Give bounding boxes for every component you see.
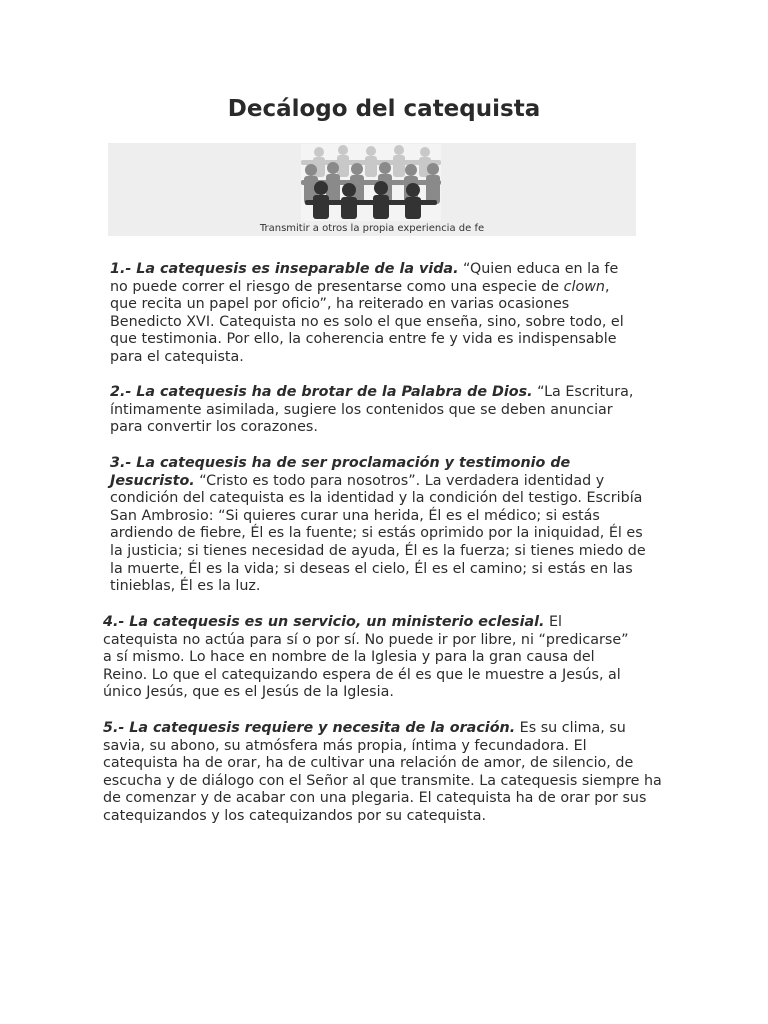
people-silhouettes-image xyxy=(301,144,441,221)
paragraph-4 xyxy=(103,614,638,702)
paragraph-4-heading: 4.- La catequesis es un servicio, un ministerio eclesial. xyxy=(103,614,545,630)
paragraph-5-text: Es su clima, su savia, su abono, su atmósfera más propia, íntima y fecundadora. El catequista ha de orar, ha de cultivar una relación de amor, de silencio, de escucha y de diálogo con el Señor al que transmite. La catequesis siempre ha de comenzar y de acabar con una plegaria. El catequista ha de orar por sus catequizandos y los catequizandos por su catequista. xyxy=(103,720,662,824)
paragraph-1-text-end: , que recita un papel por oficio”, ha reiterado en varias ocasiones Benedicto XVI. Catequista no es solo el que enseña, sino, sobre todo, el que testimonia. Por ello, la coherencia entre fe y vida es indispensable para el catequista. xyxy=(110,278,624,365)
paragraph-2-text: “La Escritura, íntimamente asimilada, sugiere los contenidos que se deben anunciar para convertir los corazones. xyxy=(110,384,634,436)
paragraph-2-heading: 2.- La catequesis ha de brotar de la Palabra de Dios. xyxy=(110,384,533,400)
paragraph-4-text: El catequista no actúa para sí o por sí. No puede ir por libre, ni “predicarse” a sí mismo. Lo hace en nombre de la Iglesia y para la gran causa del Reino. Lo que el catequizando espera de él es que le muestre a Jesús, al único Jesús, que es el Jesús de la Iglesia. xyxy=(103,614,629,701)
paragraph-2 xyxy=(110,384,640,437)
paragraph-3 xyxy=(110,455,650,596)
paragraph-1-text: “Quien educa en la fe no puede correr el riesgo de presentarse como una especie de xyxy=(110,261,619,295)
paragraph-1-heading: 1.- La catequesis es inseparable de la vida. xyxy=(110,261,459,277)
paragraph-3-heading: 3.- La catequesis ha de ser proclamación y testimonio de Jesucristo. xyxy=(110,455,571,489)
paragraph-1-emphasis: clown xyxy=(563,278,605,295)
page-title: Decálogo del catequista xyxy=(227,96,541,122)
figure-caption: Transmitir a otros la propia experiencia de fe xyxy=(259,223,485,234)
paragraph-1 xyxy=(110,261,640,367)
paragraph-3-text: “Cristo es todo para nosotros”. La verdadera identidad y condición del catequista es la identidad y la condición del testigo. Escribía San Ambrosio: “Si quieres curar una herida, Él es el médico; si estás ardiendo de fiebre, Él es la fuente; si estás oprimido por la iniquidad, Él es la justicia; si tienes necesidad de ayuda, Él es la fuerza; si tienes miedo de la muerte, Él es la vida; si deseas el cielo, Él es el camino; si estás en las tinieblas, Él es la luz. xyxy=(110,472,646,595)
paragraph-5-heading: 5.- La catequesis requiere y necesita de la oración. xyxy=(103,720,516,736)
figure-box xyxy=(108,143,636,236)
paragraph-5 xyxy=(103,720,663,826)
